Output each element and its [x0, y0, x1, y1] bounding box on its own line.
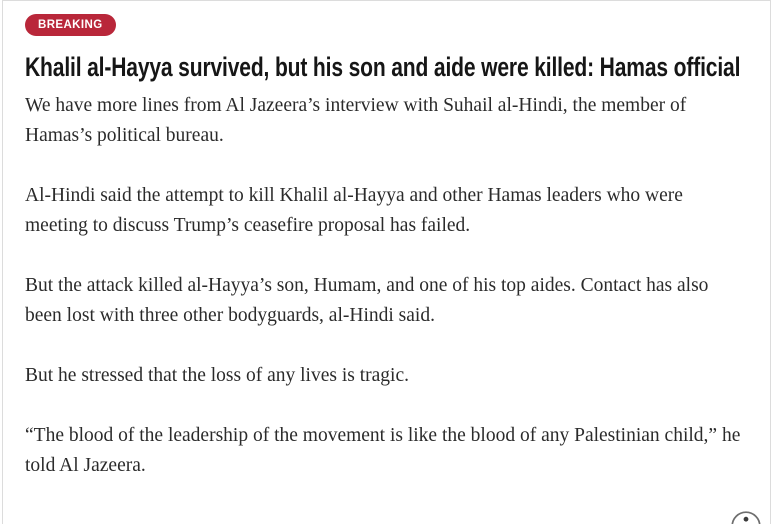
- live-blog-post-card: [2, 0, 771, 524]
- reaction-button[interactable]: [730, 510, 762, 524]
- breaking-badge: BREAKING: [25, 14, 116, 36]
- article-paragraph: But the attack killed al-Hayya’s son, Humam, and one of his top aides. Contact has also been lost with three other bodyguards, al-Hindi said.: [25, 275, 709, 326]
- article-paragraph: But he stressed that the loss of any lives is tragic.: [25, 365, 409, 386]
- article-paragraph: We have more lines from Al Jazeera’s interview with Suhail al-Hindi, the member of Hamas’s political bureau.: [25, 95, 687, 146]
- article-paragraph: “The blood of the leadership of the movement is like the blood of any Palestinian child,” he told Al Jazeera.: [25, 425, 741, 476]
- post-content: [3, 1, 770, 481]
- article-title: Khalil al-Hayya survived, but his son and aide were killed: Hamas official: [25, 52, 741, 82]
- article-paragraph: Al-Hindi said the attempt to kill Khalil al-Hayya and other Hamas leaders who were meeting to discuss Trump’s ceasefire proposal has failed.: [25, 185, 683, 236]
- article-body: [25, 91, 748, 481]
